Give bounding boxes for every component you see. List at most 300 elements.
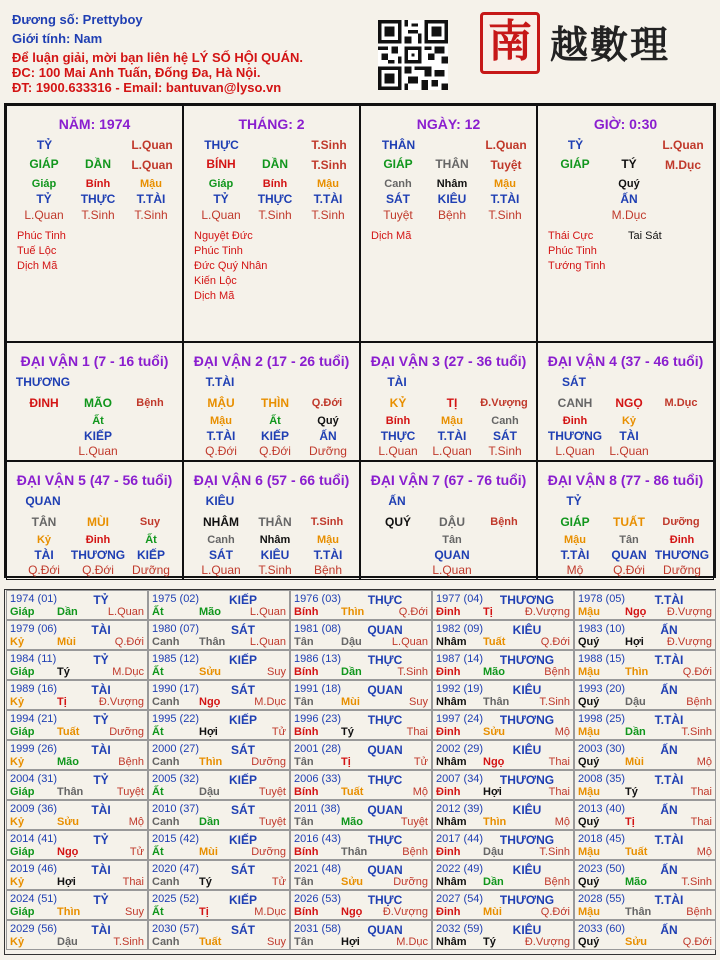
year-stem: Giáp [10, 726, 35, 738]
year-label: 2015 (42) [152, 833, 200, 845]
year-ten-god: TÀI [91, 743, 111, 757]
year-ten-god: TỶ [93, 833, 109, 847]
pillar-ten-god: THÂN [381, 138, 416, 152]
year-branch: Tý [199, 876, 212, 888]
pillar-stem: BÍNH [206, 157, 236, 171]
year-stage: Mộ [128, 816, 144, 828]
year-ten-god: THƯƠNG [499, 713, 555, 727]
dai-van-cell [537, 461, 714, 580]
hidden-stage: Q.Đới [82, 563, 114, 577]
year-ten-god: ẤN [660, 683, 678, 697]
year-cell [6, 920, 148, 950]
star-item: Dịch Mã [194, 290, 235, 302]
dai-van-cell [6, 461, 183, 580]
year-cell [290, 890, 432, 920]
year-label: 2017 (44) [436, 833, 484, 845]
year-cell [574, 590, 716, 620]
year-branch: Dần [625, 726, 646, 738]
dai-van-stage: Bệnh [136, 397, 164, 409]
year-ten-god: SÁT [231, 623, 255, 637]
year-stage: T.Sinh [539, 846, 570, 858]
pillar-branch-stage: M.Dục [665, 158, 701, 172]
year-stage: Q.Đới [114, 636, 144, 648]
pillar-branch: DẦN [85, 157, 111, 171]
year-cell [290, 590, 432, 620]
year-ten-god: TỶ [93, 593, 109, 607]
year-branch: Mão [199, 606, 221, 618]
hidden-ten-god: SÁT [209, 548, 233, 562]
year-label: 1992 (19) [436, 683, 484, 695]
year-label: 1978 (05) [578, 593, 626, 605]
dai-van-branch: THÂN [258, 515, 292, 529]
hidden-ten-god: KIÊU [260, 548, 290, 562]
pillar-stage: T.Sinh [311, 138, 347, 152]
year-cell [574, 680, 716, 710]
year-branch: Mão [483, 666, 505, 678]
year-stage: Mộ [696, 846, 712, 858]
year-stage: Tuyệt [400, 816, 428, 828]
year-stage: Mộ [554, 726, 570, 738]
dai-van-cell [360, 342, 537, 461]
hidden-stem: Đinh [669, 534, 695, 546]
year-stem: Đinh [436, 666, 461, 678]
year-ten-god: KIÊU [512, 743, 542, 757]
dai-van-ten-god: SÁT [562, 375, 586, 389]
pillar-branch-stage: T.Sinh [311, 158, 347, 172]
year-branch: Mão [625, 876, 647, 888]
hidden-ten-god: KIẾP [136, 548, 165, 562]
year-stem: Giáp [10, 846, 35, 858]
hidden-stem: Bính [85, 178, 111, 190]
hidden-stem: Mậu [210, 415, 232, 427]
year-label: 1977 (04) [436, 593, 484, 605]
hidden-stage: L.Quan [378, 444, 418, 458]
year-label: 2031 (58) [294, 923, 342, 935]
year-branch: Ngọ [57, 846, 79, 858]
year-label: 2007 (34) [436, 773, 484, 785]
year-ten-god: T.TÀI [654, 653, 684, 667]
hidden-stage: Mộ [566, 563, 584, 577]
year-ten-god: QUAN [367, 863, 403, 877]
year-stem: Bính [294, 786, 319, 798]
year-stem: Bính [294, 606, 319, 618]
year-ten-god: QUAN [367, 623, 403, 637]
year-stage: Đ.Vượng [666, 606, 712, 618]
year-stage: Q.Đới [682, 936, 712, 948]
hidden-stage: L.Quan [432, 444, 472, 458]
year-cell [432, 680, 574, 710]
year-stem: Quý [578, 636, 600, 648]
hidden-stage: Dưỡng [663, 563, 701, 577]
year-stem: Bính [294, 846, 319, 858]
year-stem: Kỷ [10, 756, 25, 768]
year-ten-god: SÁT [231, 803, 255, 817]
hidden-stem: Quý [618, 178, 640, 190]
year-ten-god: KIÊU [512, 863, 542, 877]
year-cell [290, 620, 432, 650]
year-stem: Kỷ [10, 636, 25, 648]
year-ten-god: THƯƠNG [499, 893, 555, 907]
year-stem: Bính [294, 906, 319, 918]
year-branch: Mùi [57, 636, 76, 648]
year-ten-god: THỰC [367, 893, 403, 907]
year-ten-god: THỰC [367, 593, 403, 607]
pillar-title: NGÀY: 12 [416, 116, 481, 132]
year-ten-god: QUAN [367, 743, 403, 757]
year-label: 1979 (06) [10, 623, 58, 635]
pillars-grid [4, 103, 716, 578]
hidden-stem: Nhâm [259, 534, 291, 546]
dai-van-stem: CANH [557, 396, 593, 410]
year-stem: Quý [578, 756, 600, 768]
year-stem: Bính [294, 726, 319, 738]
year-cell [6, 860, 148, 890]
year-stem: Mậu [578, 846, 600, 858]
dai-van-stem: ĐINH [29, 396, 59, 410]
year-ten-god: KIẾP [228, 593, 257, 607]
hidden-stem: Mậu [140, 178, 162, 190]
year-stage: Mộ [696, 756, 712, 768]
year-stage: M.Dục [112, 666, 144, 678]
year-label: 1998 (25) [578, 713, 626, 725]
year-label: 2024 (51) [10, 893, 58, 905]
year-label: 2012 (39) [436, 803, 484, 815]
year-ten-god: KIẾP [228, 833, 257, 847]
year-stage: Q.Đới [682, 666, 712, 678]
dai-van-cell [537, 342, 714, 461]
year-cell [148, 770, 290, 800]
year-branch: Sửu [483, 726, 506, 738]
year-cell [290, 920, 432, 950]
year-ten-god: TỶ [93, 713, 109, 727]
year-stem: Nhâm [436, 636, 467, 648]
star-item-right: Tai Sát [628, 230, 662, 242]
year-stem: Canh [152, 756, 180, 768]
year-stem: Nhâm [436, 756, 467, 768]
person-name: Đương số: Prettyboy [12, 12, 143, 27]
year-stem: Ất [152, 726, 164, 738]
year-branch: Tị [341, 756, 351, 768]
year-ten-god: KIẾP [228, 653, 257, 667]
year-cell [6, 590, 148, 620]
year-ten-god: TỶ [93, 773, 109, 787]
year-stage: Tử [271, 876, 286, 888]
hidden-ten-god: SÁT [386, 192, 410, 206]
dai-van-title: ĐẠI VẬN 2 (17 - 26 tuổi) [193, 353, 350, 369]
hidden-stage: T.Sinh [81, 208, 115, 222]
hidden-stage: Dưỡng [132, 563, 170, 577]
year-stem: Nhâm [436, 696, 467, 708]
year-ten-god: SÁT [231, 863, 255, 877]
year-stage: Suy [267, 936, 286, 948]
year-stage: T.Sinh [681, 726, 712, 738]
year-stage: Thai [690, 816, 712, 828]
year-cell [148, 740, 290, 770]
year-stem: Canh [152, 936, 180, 948]
hidden-stem: Canh [207, 534, 235, 546]
year-label: 1995 (22) [152, 713, 200, 725]
hidden-stage: T.Sinh [258, 563, 292, 577]
star-item: Đức Quý Nhân [194, 260, 268, 272]
hidden-stem: Mậu [317, 178, 339, 190]
dai-van-stage: M.Dục [664, 397, 698, 409]
year-branch: Thìn [625, 666, 649, 678]
year-ten-god: THƯƠNG [499, 653, 555, 667]
year-ten-god: T.TÀI [654, 833, 684, 847]
year-stem: Tân [294, 696, 314, 708]
hidden-stage: Bệnh [437, 208, 467, 222]
year-label: 2009 (36) [10, 803, 58, 815]
year-stem: Canh [152, 696, 180, 708]
year-branch: Dậu [341, 636, 362, 648]
pillar-branch: TÝ [621, 157, 637, 171]
year-label: 2019 (46) [10, 863, 58, 875]
year-stage: Bệnh [544, 876, 570, 888]
year-cell [432, 800, 574, 830]
contact-note: Để luận giải, mời bạn liên hệ LÝ SỐ HỘI QUÁN. [12, 50, 303, 65]
hidden-stage: L.Quan [78, 444, 118, 458]
year-branch: Tuất [57, 726, 80, 738]
year-cell [432, 740, 574, 770]
year-label: 1987 (14) [436, 653, 484, 665]
year-stem: Quý [578, 936, 600, 948]
year-label: 1996 (23) [294, 713, 342, 725]
year-stem: Quý [578, 876, 600, 888]
hidden-ten-god: KIÊU [437, 192, 467, 206]
year-cell [574, 890, 716, 920]
year-stem: Nhâm [436, 816, 467, 828]
dai-van-ten-god: TÀI [387, 375, 407, 389]
year-branch: Tý [483, 936, 496, 948]
dai-van-cell [183, 342, 360, 461]
year-branch: Dần [483, 876, 504, 888]
year-stem: Đinh [436, 786, 461, 798]
year-stem: Quý [578, 816, 600, 828]
year-cell [432, 830, 574, 860]
year-cell [6, 740, 148, 770]
year-branch: Hợi [483, 786, 502, 798]
pillar-stem: GIÁP [383, 157, 413, 171]
year-cell [432, 920, 574, 950]
year-stem: Kỷ [10, 696, 25, 708]
year-branch: Dậu [625, 696, 646, 708]
year-stem: Nhâm [436, 876, 467, 888]
hidden-ten-god: QUAN [434, 548, 470, 562]
year-stage: L.Quan [249, 606, 286, 618]
year-ten-god: ẤN [660, 743, 678, 757]
star-item: Dịch Mã [17, 260, 58, 272]
year-branch: Thân [483, 696, 510, 708]
hidden-ten-god: KIẾP [83, 429, 112, 443]
year-stage: Dưỡng [251, 846, 286, 858]
year-ten-god: TỶ [93, 653, 109, 667]
pillar-cell [360, 105, 537, 342]
year-stage: Đ.Vượng [666, 636, 712, 648]
year-ten-god: T.TÀI [654, 593, 684, 607]
year-ten-god: TÀI [91, 623, 111, 637]
year-cell [6, 770, 148, 800]
year-branch: Dậu [57, 936, 78, 948]
year-stage: Thai [122, 876, 144, 888]
year-label: 2021 (48) [294, 863, 342, 875]
year-label: 2002 (29) [436, 743, 484, 755]
year-label: 1974 (01) [10, 593, 58, 605]
year-ten-god: KIẾP [228, 773, 257, 787]
dai-van-stage: Đ.Vượng [480, 397, 528, 409]
year-ten-god: ẤN [660, 623, 678, 637]
year-stage: Thai [548, 786, 570, 798]
year-label: 2014 (41) [10, 833, 58, 845]
dai-van-title: ĐẠI VẬN 6 (57 - 66 tuổi) [193, 472, 350, 488]
year-branch: Tị [483, 606, 493, 618]
hidden-stage: T.Sinh [134, 208, 168, 222]
year-stage: L.Quan [391, 636, 428, 648]
year-stem: Giáp [10, 786, 35, 798]
year-stem: Canh [152, 636, 180, 648]
red-seal-stamp [480, 12, 540, 74]
year-stage: Đ.Vượng [524, 606, 570, 618]
year-cell [6, 650, 148, 680]
year-label: 1983 (10) [578, 623, 626, 635]
year-label: 2008 (35) [578, 773, 626, 785]
hidden-ten-god: TỶ [213, 192, 229, 206]
year-cell [148, 650, 290, 680]
hidden-ten-god: ẤN [319, 429, 337, 443]
hidden-stage: T.Sinh [488, 208, 522, 222]
dai-van-branch: NGỌ [615, 396, 643, 410]
year-cell [574, 800, 716, 830]
year-label: 2023 (50) [578, 863, 626, 875]
year-stage: M.Dục [254, 906, 286, 918]
hidden-stage: Q.Đới [28, 563, 60, 577]
year-branch: Hợi [57, 876, 76, 888]
pillar-ten-god: TỶ [567, 138, 584, 152]
hidden-stem: Tân [442, 534, 462, 546]
year-stage: L.Quan [107, 606, 144, 618]
pillar-cell [537, 105, 714, 342]
dai-van-stem: GIÁP [560, 515, 590, 529]
year-stem: Kỷ [10, 816, 25, 828]
year-ten-god: THƯƠNG [499, 773, 555, 787]
address: ĐC: 100 Mai Anh Tuấn, Đống Đa, Hà Nội. [12, 65, 261, 80]
year-ten-god: SÁT [231, 743, 255, 757]
year-stage: Tuyệt [116, 786, 144, 798]
year-branch: Tý [625, 786, 638, 798]
year-branch: Mùi [483, 906, 502, 918]
hidden-ten-god: T.TÀI [560, 548, 590, 562]
hidden-ten-god: TỶ [36, 192, 52, 206]
year-stem: Canh [152, 876, 180, 888]
year-label: 2006 (33) [294, 773, 342, 785]
year-stage: Bệnh [544, 666, 570, 678]
hidden-ten-god: T.TÀI [136, 192, 166, 206]
year-label: 2028 (55) [578, 893, 626, 905]
year-branch: Sửu [199, 666, 222, 678]
pillar-branch: THÂN [435, 157, 469, 171]
year-stem: Đinh [436, 846, 461, 858]
year-ten-god: THỰC [367, 833, 403, 847]
year-stem: Tân [294, 876, 314, 888]
pillar-stage: L.Quan [485, 138, 527, 152]
dai-van-title: ĐẠI VẬN 3 (27 - 36 tuổi) [370, 353, 527, 369]
year-cell [290, 650, 432, 680]
year-stem: Mậu [578, 666, 600, 678]
year-cell [432, 770, 574, 800]
year-stage: T.Sinh [113, 936, 144, 948]
year-label: 1982 (09) [436, 623, 484, 635]
dai-van-branch: TỊ [446, 396, 458, 410]
year-branch: Mão [57, 756, 79, 768]
year-cell [574, 650, 716, 680]
year-stem: Tân [294, 816, 314, 828]
dai-van-ten-god: THƯƠNG [15, 375, 71, 389]
year-cell [290, 830, 432, 860]
year-label: 1984 (11) [10, 653, 57, 665]
year-branch: Tuất [625, 846, 648, 858]
year-ten-god: QUAN [367, 683, 403, 697]
dai-van-stem: TÂN [31, 515, 57, 529]
year-branch: Sửu [57, 816, 80, 828]
year-label: 1980 (07) [152, 623, 200, 635]
pillar-ten-god: TỶ [36, 138, 53, 152]
hidden-stage: L.Quan [432, 563, 472, 577]
year-branch: Thìn [341, 606, 365, 618]
pillar-ten-god: THỰC [204, 138, 239, 152]
year-stem: Giáp [10, 906, 35, 918]
dai-van-cell [183, 461, 360, 580]
year-stage: Dưỡng [251, 756, 286, 768]
dai-van-branch: DẬU [439, 515, 465, 529]
hidden-stage: T.Sinh [258, 208, 292, 222]
year-label: 1985 (12) [152, 653, 200, 665]
year-label: 2033 (60) [578, 923, 626, 935]
year-cell [148, 830, 290, 860]
year-ten-god: SÁT [231, 683, 255, 697]
year-stage: Thai [406, 726, 428, 738]
year-branch: Mùi [199, 846, 218, 858]
year-label: 2022 (49) [436, 863, 484, 875]
year-label: 1986 (13) [294, 653, 342, 665]
year-cell [574, 830, 716, 860]
year-stem: Mậu [578, 786, 600, 798]
year-cell [290, 680, 432, 710]
hidden-ten-god: SÁT [493, 429, 517, 443]
year-label: 2020 (47) [152, 863, 200, 875]
year-branch: Ngọ [483, 756, 505, 768]
star-item: Tướng Tinh [548, 260, 606, 272]
year-stage: Bệnh [402, 846, 428, 858]
year-label: 2027 (54) [436, 893, 484, 905]
year-stem: Nhâm [436, 936, 467, 948]
year-branch: Sửu [341, 876, 364, 888]
year-stage: Mộ [412, 786, 428, 798]
year-stem: Đinh [436, 906, 461, 918]
year-stem: Ất [152, 666, 164, 678]
hidden-ten-god: QUAN [611, 548, 647, 562]
year-cell [6, 680, 148, 710]
year-label: 2018 (45) [578, 833, 626, 845]
year-branch: Dần [341, 666, 362, 678]
hidden-ten-god: TÀI [34, 548, 54, 562]
hidden-stem: Canh [384, 178, 412, 190]
year-stage: T.Sinh [539, 696, 570, 708]
year-branch: Tý [57, 666, 70, 678]
year-cell [6, 620, 148, 650]
year-ten-god: QUAN [367, 923, 403, 937]
dai-van-title: ĐẠI VẬN 4 (37 - 46 tuổi) [547, 353, 704, 369]
dai-van-stage: Suy [139, 516, 161, 528]
hidden-stem: Giáp [31, 178, 57, 190]
